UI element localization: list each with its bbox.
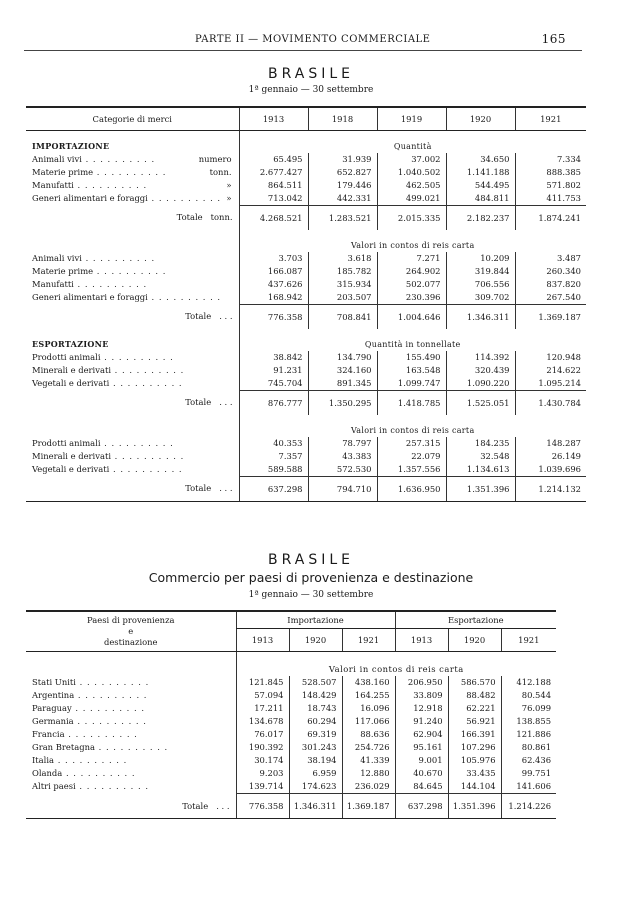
value-cell: 438.160 (342, 676, 395, 689)
value-cell: 144.104 (448, 780, 501, 794)
total-value: 794.710 (308, 476, 377, 501)
value-cell: 56.921 (448, 715, 501, 728)
value-cell: 37.002 (377, 153, 446, 166)
row-unit: numero (198, 153, 232, 164)
value-cell: 121.845 (236, 676, 289, 689)
row-name: Italia . . . (32, 755, 127, 765)
value-cell: 41.339 (342, 754, 395, 767)
value-cell: 1.141.188 (446, 166, 515, 179)
row-label (26, 351, 239, 364)
value-cell: 168.942 (239, 291, 308, 305)
value-cell: 257.315 (377, 437, 446, 450)
value-cell: 544.495 (446, 179, 515, 192)
row-label (26, 689, 236, 702)
unit-label: Valori in contos di reis carta (239, 230, 586, 252)
row-label (26, 437, 239, 450)
row-label (26, 252, 239, 265)
table-row (26, 252, 586, 265)
table-row (26, 741, 556, 754)
value-cell: 38.842 (239, 351, 308, 364)
unit-label: Valori in contos di reis carta (236, 652, 556, 677)
row-name: Materie prime . . . (32, 167, 166, 177)
value-cell: 1.090.220 (446, 377, 515, 391)
value-cell: 745.704 (239, 377, 308, 391)
total-value: 1.369.187 (515, 304, 586, 329)
value-cell: 99.751 (501, 767, 556, 780)
value-cell: 80.544 (501, 689, 556, 702)
row-label (26, 463, 239, 477)
year-header: 1913 (236, 629, 289, 652)
row-name: Materie prime . . . (32, 266, 166, 276)
value-cell: 32.548 (446, 450, 515, 463)
total-value: 2.015.335 (377, 205, 446, 230)
total-value: 1.214.132 (515, 476, 586, 501)
year-header: 1921 (342, 629, 395, 652)
row-name: Vegetali e derivati . . . (32, 378, 183, 388)
value-cell: 315.934 (308, 278, 377, 291)
table-row (26, 192, 586, 206)
total-row (26, 205, 586, 230)
value-cell: 166.087 (239, 265, 308, 278)
value-cell: 12.880 (342, 767, 395, 780)
total-value: 708.841 (308, 304, 377, 329)
total-value: 1.874.241 (515, 205, 586, 230)
value-cell: 57.094 (236, 689, 289, 702)
total-value: 2.182.237 (446, 205, 515, 230)
total-label (26, 205, 239, 230)
value-cell: 7.271 (377, 252, 446, 265)
total-value: 1.369.187 (342, 794, 395, 819)
table1-title: BRASILE (267, 66, 354, 82)
row-name: Argentina . . . (32, 690, 147, 700)
value-cell: 324.160 (308, 364, 377, 377)
unit-row (26, 415, 586, 437)
value-cell: 16.096 (342, 702, 395, 715)
total-value: 1.346.311 (289, 794, 342, 819)
year-header: 1913 (239, 107, 308, 131)
value-cell: 34.650 (446, 153, 515, 166)
value-cell: 30.174 (236, 754, 289, 767)
value-cell: 62.221 (448, 702, 501, 715)
value-cell: 120.948 (515, 351, 586, 364)
row-label (26, 179, 239, 192)
table-row (26, 450, 586, 463)
value-cell: 589.588 (239, 463, 308, 477)
value-cell: 184.235 (446, 437, 515, 450)
value-cell: 1.039.696 (515, 463, 586, 477)
unit-label: Quantità (239, 131, 586, 153)
value-cell: 114.392 (446, 351, 515, 364)
total-value: 1.351.396 (446, 476, 515, 501)
group-header-row (26, 611, 556, 629)
value-cell: 33.435 (448, 767, 501, 780)
total-value: 1.636.950 (377, 476, 446, 501)
value-cell: 713.042 (239, 192, 308, 206)
value-cell: 864.511 (239, 179, 308, 192)
value-cell: 105.976 (448, 754, 501, 767)
value-cell: 62.436 (501, 754, 556, 767)
value-cell: 3.703 (239, 252, 308, 265)
value-cell: 499.021 (377, 192, 446, 206)
value-cell: 148.429 (289, 689, 342, 702)
row-label (26, 741, 236, 754)
total-value: 4.268.521 (239, 205, 308, 230)
total-label (26, 304, 239, 329)
total-value: 1.283.521 (308, 205, 377, 230)
value-cell: 7.334 (515, 153, 586, 166)
value-cell: 121.886 (501, 728, 556, 741)
value-cell: 76.017 (236, 728, 289, 741)
table-row (26, 364, 586, 377)
table-row (26, 702, 556, 715)
running-header (0, 34, 622, 48)
value-cell: 40.670 (395, 767, 448, 780)
table-row (26, 166, 586, 179)
value-cell: 190.392 (236, 741, 289, 754)
row-label (26, 676, 236, 689)
value-cell: 502.077 (377, 278, 446, 291)
row-label (26, 754, 236, 767)
total-value: 1.004.646 (377, 304, 446, 329)
row-label (26, 278, 239, 291)
row-label (26, 728, 236, 741)
table-countries (26, 610, 556, 819)
total-value: 876.777 (239, 390, 308, 415)
total-value: 1.350.295 (308, 390, 377, 415)
value-cell: 88.636 (342, 728, 395, 741)
unit-label: Valori in contos di reis carta (239, 415, 586, 437)
value-cell: 80.861 (501, 741, 556, 754)
value-cell: 319.844 (446, 265, 515, 278)
total-label (26, 794, 236, 819)
value-cell: 22.079 (377, 450, 446, 463)
row-label (26, 450, 239, 463)
value-cell: 7.357 (239, 450, 308, 463)
table-row (26, 780, 556, 794)
row-name: Animali vivi . . . (32, 154, 155, 164)
year-header: 1920 (448, 629, 501, 652)
table-categories (26, 106, 586, 502)
row-label (26, 364, 239, 377)
value-cell: 65.495 (239, 153, 308, 166)
value-cell: 203.507 (308, 291, 377, 305)
section-label (26, 230, 239, 252)
total-value: 776.358 (236, 794, 289, 819)
value-cell: 412.188 (501, 676, 556, 689)
table1-subtitle: 1ª gennaio — 30 settembre (248, 85, 374, 95)
value-cell: 33.809 (395, 689, 448, 702)
total-row (26, 476, 586, 501)
total-name: Totale (185, 311, 212, 322)
value-cell: 214.622 (515, 364, 586, 377)
value-cell: 134.678 (236, 715, 289, 728)
table-row (26, 377, 586, 391)
value-cell: 1.040.502 (377, 166, 446, 179)
total-value: 1.214.226 (501, 794, 556, 819)
total-name: Totale (182, 800, 209, 811)
value-cell: 40.353 (239, 437, 308, 450)
year-header: 1919 (377, 107, 446, 131)
year-header: 1920 (446, 107, 515, 131)
row-name: Manufatti . . . (32, 180, 147, 190)
group-export: Esportazione (395, 611, 556, 629)
value-cell: 31.939 (308, 153, 377, 166)
row-name: Generi alimentari e foraggi . . . (32, 292, 221, 302)
total-unit: . . . (219, 311, 233, 322)
value-cell: 9.001 (395, 754, 448, 767)
row-label (26, 153, 239, 166)
row-name: Stati Uniti . . . (32, 677, 149, 687)
group-import: Importazione (236, 611, 395, 629)
value-cell: 652.827 (308, 166, 377, 179)
total-value: 1.346.311 (446, 304, 515, 329)
value-cell: 9.203 (236, 767, 289, 780)
row-label (26, 767, 236, 780)
value-cell: 91.240 (395, 715, 448, 728)
value-cell: 3.618 (308, 252, 377, 265)
value-cell: 10.209 (446, 252, 515, 265)
total-unit: tonn. (210, 212, 233, 223)
table-row (26, 179, 586, 192)
value-cell: 60.294 (289, 715, 342, 728)
value-cell: 148.287 (515, 437, 586, 450)
value-cell: 17.211 (236, 702, 289, 715)
total-label (26, 390, 239, 415)
row-unit: tonn. (209, 166, 232, 177)
row-label (26, 192, 239, 206)
row-label (26, 291, 239, 305)
table-row (26, 265, 586, 278)
value-cell: 164.255 (342, 689, 395, 702)
total-row (26, 304, 586, 329)
row-name: Francia . . . (32, 729, 138, 739)
value-cell: 139.714 (236, 780, 289, 794)
running-title: PARTE II — MOVIMENTO COMMERCIALE (195, 34, 431, 45)
value-cell: 1.095.214 (515, 377, 586, 391)
value-cell: 134.790 (308, 351, 377, 364)
header-row (26, 107, 586, 131)
table-row (26, 728, 556, 741)
total-value: 637.298 (395, 794, 448, 819)
value-cell: 163.548 (377, 364, 446, 377)
table2-subtitle: 1ª gennaio — 30 settembre (248, 590, 374, 600)
value-cell: 88.482 (448, 689, 501, 702)
total-value: 1.418.785 (377, 390, 446, 415)
value-cell: 95.161 (395, 741, 448, 754)
value-cell: 62.904 (395, 728, 448, 741)
row-label (26, 377, 239, 391)
value-cell: 437.626 (239, 278, 308, 291)
column-header-countries (26, 611, 236, 652)
row-label (26, 780, 236, 794)
value-cell: 411.753 (515, 192, 586, 206)
total-value: 1.351.396 (448, 794, 501, 819)
total-name: Totale (185, 397, 212, 408)
value-cell: 462.505 (377, 179, 446, 192)
total-name: Totale (176, 212, 203, 223)
value-cell: 117.066 (342, 715, 395, 728)
row-label (26, 715, 236, 728)
value-cell: 572.530 (308, 463, 377, 477)
table-row (26, 437, 586, 450)
total-label (26, 476, 239, 501)
row-label (26, 166, 239, 179)
year-header: 1918 (308, 107, 377, 131)
total-row (26, 794, 556, 819)
value-cell: 706.556 (446, 278, 515, 291)
table-row (26, 351, 586, 364)
row-name: Altri paesi . . . (32, 781, 149, 791)
header-rule (24, 50, 582, 51)
total-value: 637.298 (239, 476, 308, 501)
value-cell: 76.099 (501, 702, 556, 715)
row-label (26, 265, 239, 278)
year-header: 1920 (289, 629, 342, 652)
value-cell: 528.507 (289, 676, 342, 689)
value-cell: 91.231 (239, 364, 308, 377)
value-cell: 1.099.747 (377, 377, 446, 391)
value-cell: 84.645 (395, 780, 448, 794)
blank-cell (26, 652, 236, 677)
section-label: ESPORTAZIONE (32, 338, 109, 349)
value-cell: 6.959 (289, 767, 342, 780)
value-cell: 174.623 (289, 780, 342, 794)
year-header: 1921 (501, 629, 556, 652)
value-cell: 891.345 (308, 377, 377, 391)
value-cell: 179.446 (308, 179, 377, 192)
row-label (26, 702, 236, 715)
page-number: 165 (541, 32, 566, 46)
row-unit: » (226, 192, 232, 203)
row-name: Paraguay . . . (32, 703, 145, 713)
table-row (26, 463, 586, 477)
year-header: 1921 (515, 107, 586, 131)
row-name: Minerali e derivati . . . (32, 451, 184, 461)
row-name: Animali vivi . . . (32, 253, 155, 263)
unit-row (26, 230, 586, 252)
row-name: Germania . . . (32, 716, 147, 726)
value-cell: 254.726 (342, 741, 395, 754)
value-cell: 309.702 (446, 291, 515, 305)
total-row (26, 390, 586, 415)
row-name: Manufatti . . . (32, 279, 147, 289)
row-name: Prodotti animali . . . (32, 438, 174, 448)
table-row (26, 767, 556, 780)
value-cell: 264.902 (377, 265, 446, 278)
value-cell: 185.782 (308, 265, 377, 278)
table-row (26, 754, 556, 767)
row-name: Olanda . . . (32, 768, 136, 778)
value-cell: 1.357.556 (377, 463, 446, 477)
row-name: Prodotti animali . . . (32, 352, 174, 362)
value-cell: 38.194 (289, 754, 342, 767)
value-cell: 1.134.613 (446, 463, 515, 477)
table-row (26, 153, 586, 166)
total-value: 776.358 (239, 304, 308, 329)
unit-row (26, 652, 556, 677)
value-cell: 78.797 (308, 437, 377, 450)
unit-row (26, 329, 586, 351)
value-cell: 267.540 (515, 291, 586, 305)
value-cell: 442.331 (308, 192, 377, 206)
value-cell: 43.383 (308, 450, 377, 463)
value-cell: 571.802 (515, 179, 586, 192)
value-cell: 141.606 (501, 780, 556, 794)
countries-header-line: destinazione (103, 637, 158, 647)
table-row (26, 291, 586, 305)
value-cell: 301.243 (289, 741, 342, 754)
value-cell: 206.950 (395, 676, 448, 689)
countries-header-line: Paesi di provenienza (87, 615, 175, 625)
value-cell: 3.487 (515, 252, 586, 265)
value-cell: 320.439 (446, 364, 515, 377)
value-cell: 138.855 (501, 715, 556, 728)
value-cell: 107.296 (448, 741, 501, 754)
table2-title2: Commercio per paesi di provenienza e destinazione (148, 570, 474, 585)
countries-header-line: e (128, 626, 134, 636)
value-cell: 230.396 (377, 291, 446, 305)
total-value: 1.525.051 (446, 390, 515, 415)
section-label: IMPORTAZIONE (32, 140, 110, 151)
unit-label: Quantità in tonnellate (239, 329, 586, 351)
value-cell: 260.340 (515, 265, 586, 278)
row-name: Minerali e derivati . . . (32, 365, 184, 375)
total-unit: . . . (219, 397, 233, 408)
total-value: 1.430.784 (515, 390, 586, 415)
total-name: Totale (185, 483, 212, 494)
total-unit: . . . (216, 800, 230, 811)
table-row (26, 676, 556, 689)
value-cell: 888.385 (515, 166, 586, 179)
row-name: Gran Bretagna . . . (32, 742, 168, 752)
value-cell: 26.149 (515, 450, 586, 463)
value-cell: 2.677.427 (239, 166, 308, 179)
table-row (26, 689, 556, 702)
table2-title: BRASILE (267, 552, 354, 568)
unit-row (26, 131, 586, 153)
row-name: Vegetali e derivati . . . (32, 464, 183, 474)
value-cell: 69.319 (289, 728, 342, 741)
column-header-category: Categorie di merci (26, 107, 239, 131)
row-name: Generi alimentari e foraggi . . . (32, 193, 221, 203)
year-header: 1913 (395, 629, 448, 652)
row-unit: » (226, 179, 232, 190)
table-row (26, 278, 586, 291)
value-cell: 236.029 (342, 780, 395, 794)
section-label (26, 415, 239, 437)
value-cell: 484.811 (446, 192, 515, 206)
table-row (26, 715, 556, 728)
total-unit: . . . (219, 483, 233, 494)
value-cell: 586.570 (448, 676, 501, 689)
value-cell: 12.918 (395, 702, 448, 715)
value-cell: 18.743 (289, 702, 342, 715)
value-cell: 155.490 (377, 351, 446, 364)
value-cell: 166.391 (448, 728, 501, 741)
value-cell: 837.820 (515, 278, 586, 291)
